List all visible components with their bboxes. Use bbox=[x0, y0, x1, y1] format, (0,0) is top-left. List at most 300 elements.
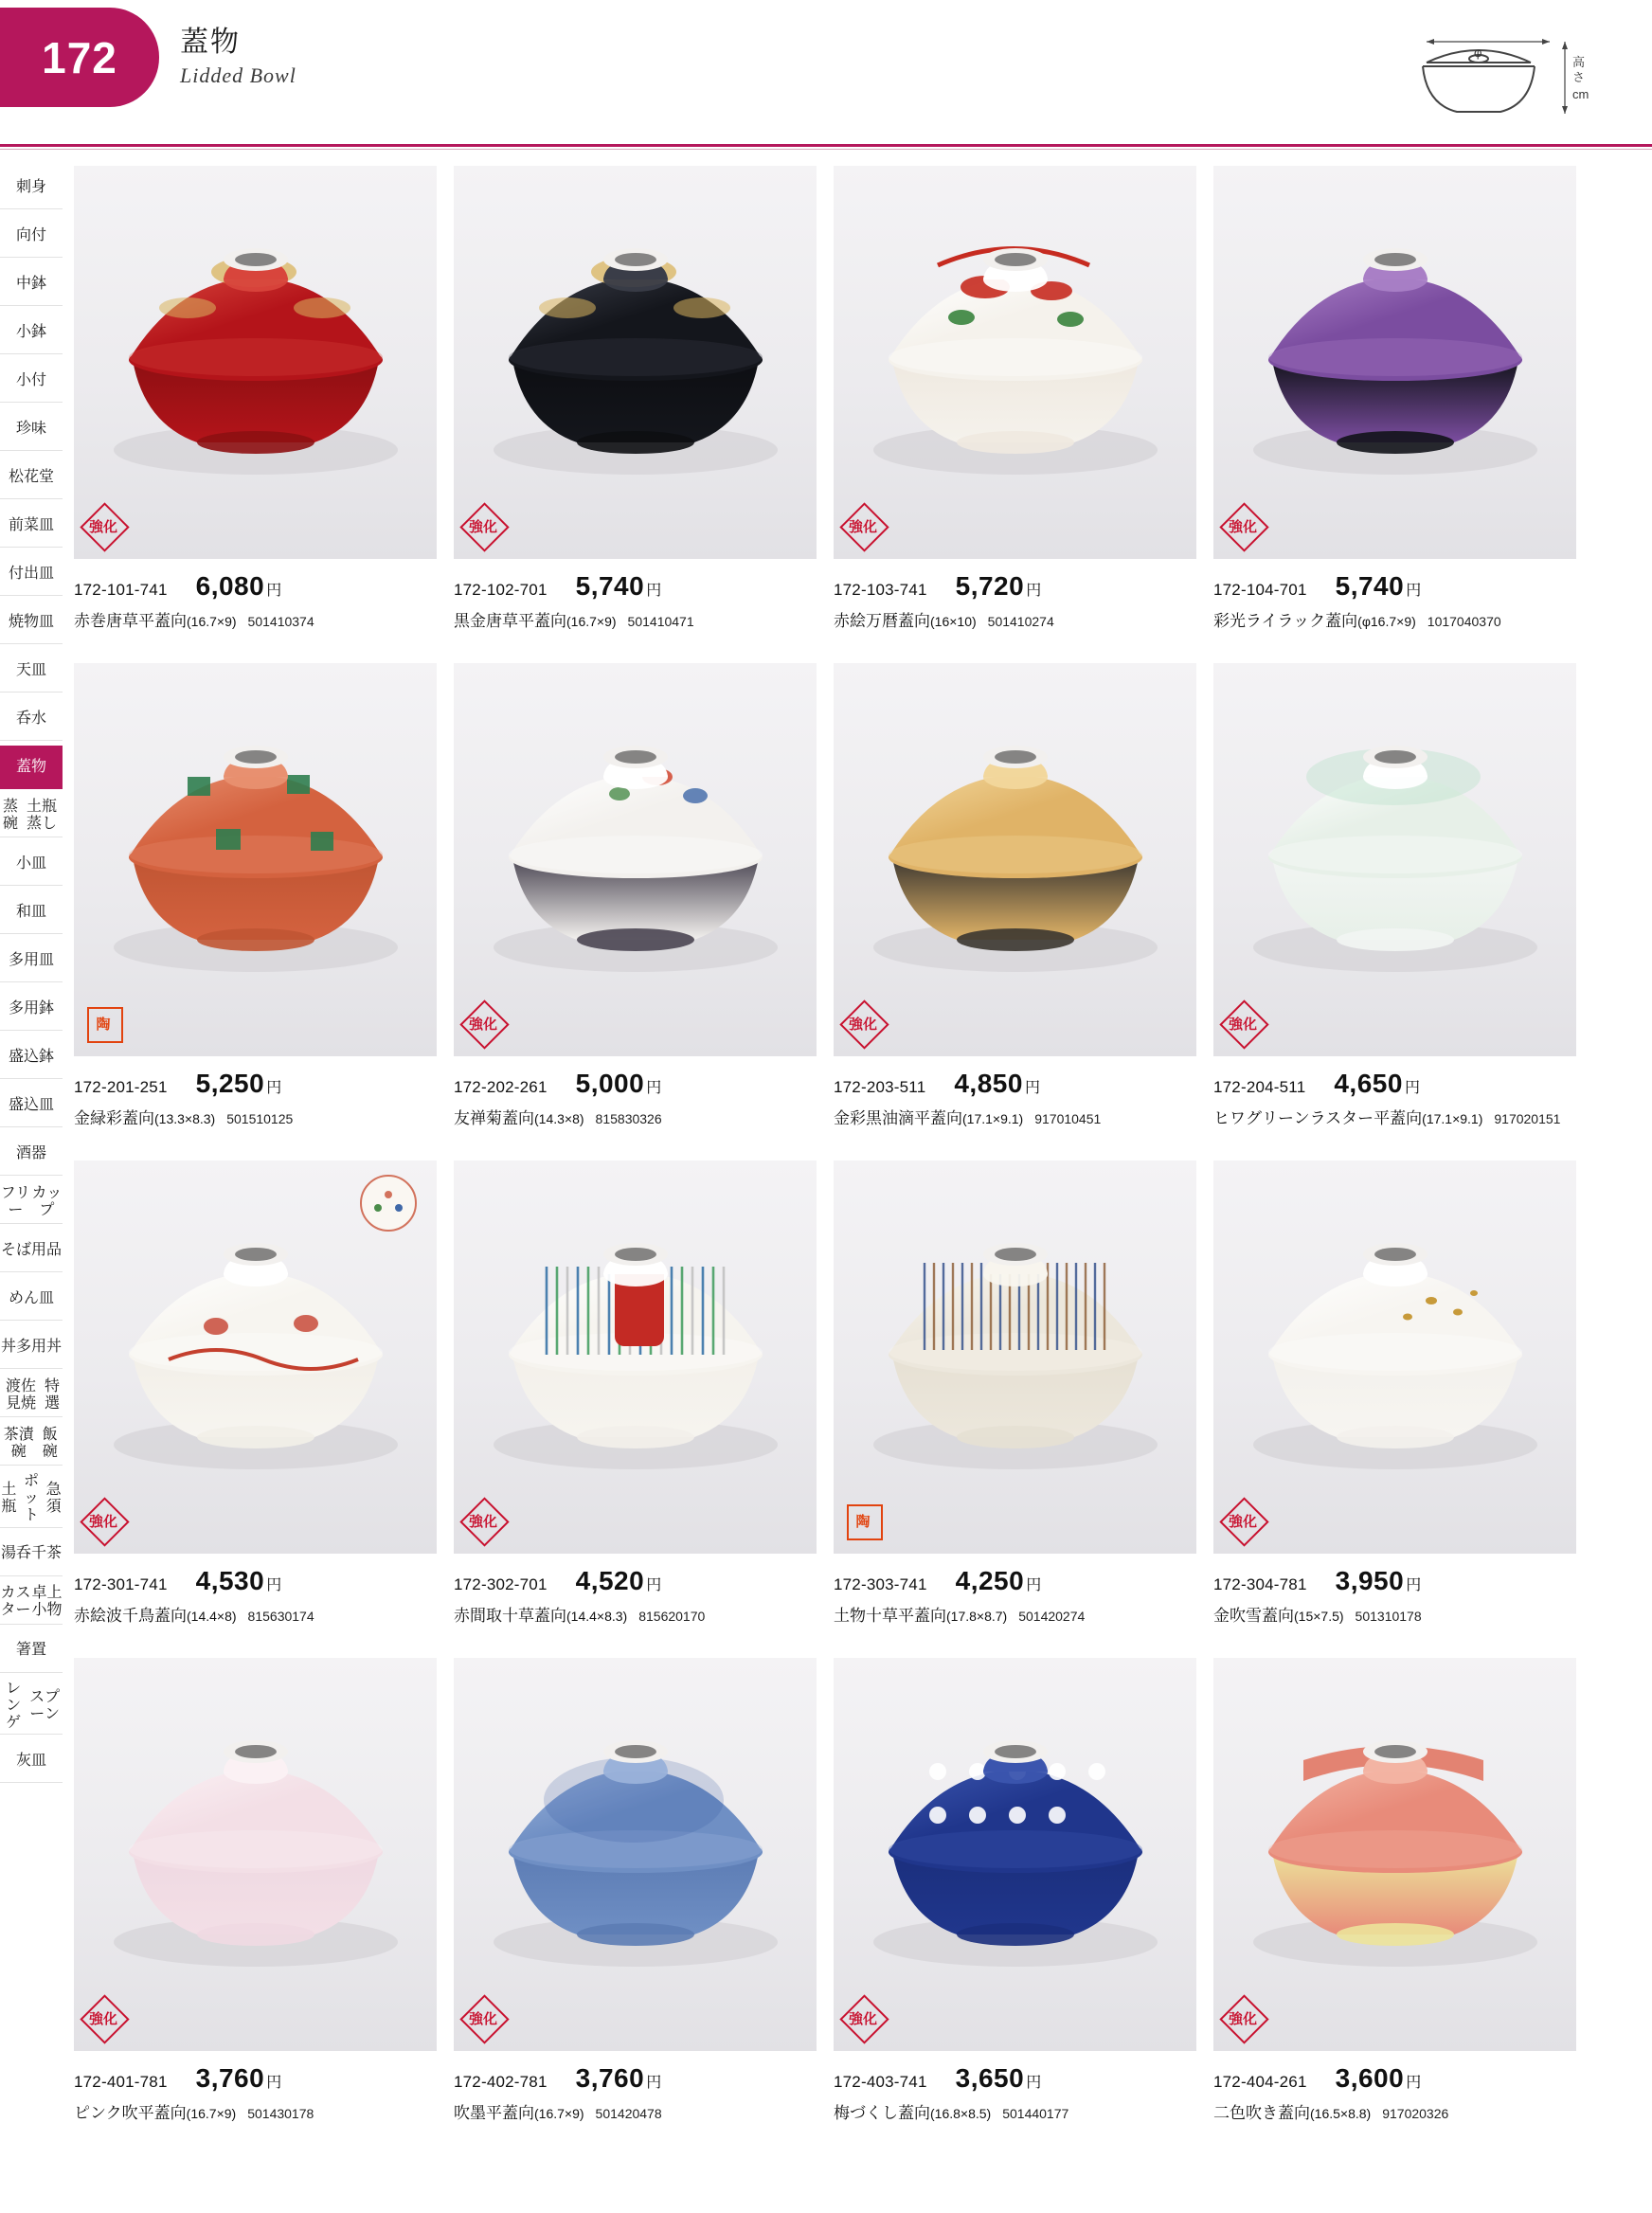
product-code: 172-204-511 bbox=[1213, 1078, 1306, 1096]
product-photo-svg bbox=[834, 663, 1196, 1056]
product-price-line bbox=[454, 571, 817, 602]
product-caption bbox=[74, 571, 437, 631]
product-description bbox=[1213, 2099, 1576, 2123]
sidebar-item-label: 飯碗 bbox=[42, 1426, 58, 1460]
sidebar-item-29[interactable] bbox=[0, 1581, 63, 1625]
product-name: 金彩黒油滴平蓋向 bbox=[834, 1109, 962, 1127]
sidebar-item-22[interactable] bbox=[0, 1229, 63, 1272]
product-description bbox=[454, 1602, 817, 1626]
header-divider bbox=[0, 144, 1652, 147]
product-name: 赤間取十草蓋向 bbox=[454, 1607, 566, 1625]
product-caption bbox=[1213, 2063, 1576, 2123]
sidebar-item-25[interactable] bbox=[0, 1374, 63, 1417]
product-jan-code: 917020151 bbox=[1494, 1111, 1561, 1126]
sidebar-item-24[interactable] bbox=[0, 1325, 63, 1369]
sidebar-item-label: レンゲ bbox=[6, 1680, 22, 1731]
product-price: 5,250 円 bbox=[195, 1069, 282, 1098]
material-badge bbox=[81, 1001, 125, 1045]
product-dimensions: (17.1×9.1) bbox=[1422, 1111, 1483, 1126]
product-description bbox=[74, 607, 437, 631]
product-name: 金吹雪蓋向 bbox=[1213, 1607, 1294, 1625]
material-badge-label: 強化 bbox=[1228, 1016, 1257, 1033]
product-image bbox=[454, 663, 817, 1056]
product-price: 3,600 円 bbox=[1335, 2063, 1422, 2093]
material-badge bbox=[1221, 1996, 1265, 2040]
sidebar-item-label: 焼物皿 bbox=[8, 613, 54, 630]
sidebar-item-11[interactable] bbox=[0, 697, 63, 741]
product-image bbox=[1213, 1658, 1576, 2051]
sidebar-item-label: 卓上小物 bbox=[31, 1585, 63, 1619]
sidebar-item-27[interactable] bbox=[0, 1470, 63, 1528]
material-badge bbox=[81, 1996, 125, 2040]
sidebar-item-label: 盛込鉢 bbox=[8, 1048, 54, 1065]
sidebar-item-label: 特選 bbox=[44, 1377, 60, 1412]
product-code: 172-203-511 bbox=[834, 1078, 926, 1096]
page-number: 172 bbox=[42, 32, 117, 82]
product-code: 172-402-781 bbox=[454, 2073, 548, 2091]
product-image bbox=[1213, 1160, 1576, 1554]
sidebar-item-28[interactable] bbox=[0, 1533, 63, 1576]
product-code: 172-303-741 bbox=[834, 1575, 927, 1593]
product-jan-code: 501410471 bbox=[627, 614, 694, 629]
currency-unit: 円 bbox=[266, 1577, 282, 1593]
sidebar-item-18[interactable] bbox=[0, 1035, 63, 1079]
material-badge-label: 強化 bbox=[468, 1513, 497, 1530]
product-name: 赤巻唐草平蓋向 bbox=[74, 612, 187, 630]
sidebar-item-label: 呑水 bbox=[15, 710, 46, 727]
product-price: 4,250 円 bbox=[955, 1566, 1042, 1595]
product-dimensions: (16.7×9) bbox=[534, 2106, 584, 2121]
product-price: 4,530 円 bbox=[195, 1566, 282, 1595]
material-badge bbox=[461, 1499, 505, 1542]
sidebar-item-16[interactable] bbox=[0, 939, 63, 982]
sidebar-item-label: 渡佐見焼 bbox=[5, 1377, 36, 1412]
product-card[interactable] bbox=[834, 663, 1196, 1160]
sidebar-item-7[interactable] bbox=[0, 504, 63, 548]
material-badge bbox=[1221, 1499, 1265, 1542]
product-name: 赤絵万暦蓋向 bbox=[834, 612, 930, 630]
product-card[interactable] bbox=[834, 1658, 1196, 2155]
sidebar-item-label: そば用品 bbox=[0, 1241, 62, 1258]
sidebar-item-label: 向付 bbox=[15, 226, 46, 243]
product-photo-svg bbox=[74, 166, 437, 559]
product-image bbox=[834, 166, 1196, 559]
product-photo-svg bbox=[454, 1658, 817, 2051]
page-title-jp: 蓋物 bbox=[180, 27, 241, 58]
product-code: 172-104-701 bbox=[1213, 581, 1307, 599]
product-photo-svg bbox=[74, 1658, 437, 2051]
material-badge-label: 強化 bbox=[88, 1513, 117, 1530]
sidebar-item-17[interactable] bbox=[0, 987, 63, 1031]
material-badge-label: 陶 bbox=[96, 1016, 111, 1033]
product-price: 4,520 円 bbox=[575, 1566, 662, 1595]
sidebar-item-label: 天皿 bbox=[15, 661, 46, 678]
product-name: ヒワグリーンラスター平蓋向 bbox=[1213, 1109, 1423, 1127]
product-price-line bbox=[74, 2063, 437, 2094]
product-dimensions: (14.4×8.3) bbox=[566, 1609, 628, 1624]
product-price-line bbox=[1213, 571, 1576, 602]
product-price: 6,080 円 bbox=[195, 571, 282, 601]
product-photo-svg bbox=[834, 166, 1196, 559]
product-name: 吹墨平蓋向 bbox=[454, 2104, 534, 2122]
product-card[interactable] bbox=[74, 1160, 437, 1658]
product-code: 172-201-251 bbox=[74, 1078, 168, 1096]
sidebar-item-3[interactable] bbox=[0, 311, 63, 354]
product-photo-svg bbox=[454, 1160, 817, 1554]
product-jan-code: 815620170 bbox=[638, 1609, 706, 1624]
product-image bbox=[74, 1658, 437, 2051]
sidebar-item-13[interactable] bbox=[0, 794, 63, 837]
sidebar-item-31[interactable] bbox=[0, 1678, 63, 1736]
product-dimensions: (16.7×9) bbox=[186, 2106, 237, 2121]
product-price: 4,850 円 bbox=[954, 1069, 1041, 1098]
product-card[interactable] bbox=[74, 166, 437, 663]
product-dimensions: (16.5×8.8) bbox=[1310, 2106, 1372, 2121]
material-badge-label: 強化 bbox=[848, 1016, 877, 1033]
sidebar-item-4[interactable] bbox=[0, 359, 63, 403]
product-dimensions: (16.7×9) bbox=[187, 614, 237, 629]
sidebar-item-label: 茶漬碗 bbox=[3, 1426, 34, 1460]
product-caption bbox=[1213, 1566, 1576, 1626]
material-badge-label: 強化 bbox=[88, 2010, 117, 2027]
product-code: 172-401-781 bbox=[74, 2073, 168, 2091]
sidebar-item-label: 箸置 bbox=[15, 1642, 46, 1659]
product-code: 172-302-701 bbox=[454, 1575, 548, 1593]
header-divider-thin bbox=[0, 149, 1652, 150]
sidebar-item-label: 中鉢 bbox=[15, 275, 46, 292]
sidebar-item-label: 多用鉢 bbox=[8, 999, 54, 1017]
product-card[interactable] bbox=[1213, 1658, 1576, 2155]
product-card[interactable] bbox=[454, 663, 817, 1160]
sidebar-item-6[interactable] bbox=[0, 456, 63, 499]
product-name: 黒金唐草平蓋向 bbox=[454, 612, 566, 630]
product-name: 梅づくし蓋向 bbox=[834, 2104, 930, 2122]
currency-unit: 円 bbox=[646, 2075, 662, 2091]
product-description bbox=[74, 1105, 437, 1128]
product-row bbox=[74, 1160, 1589, 1658]
product-image bbox=[454, 1160, 817, 1554]
currency-unit: 円 bbox=[266, 1080, 282, 1096]
product-description bbox=[454, 2099, 817, 2123]
product-jan-code: 815830326 bbox=[595, 1111, 662, 1126]
material-badge-label: 強化 bbox=[848, 518, 877, 535]
diameter-symbol: φ bbox=[1474, 45, 1482, 60]
sidebar-item-12[interactable] bbox=[0, 746, 63, 789]
currency-unit: 円 bbox=[1404, 1080, 1421, 1096]
sidebar-item-label: カスター bbox=[0, 1585, 31, 1619]
sidebar-item-label: 多用皿 bbox=[8, 951, 54, 968]
currency-unit: 円 bbox=[1026, 1577, 1042, 1593]
product-dimensions: (13.3×8.3) bbox=[154, 1111, 216, 1126]
product-image bbox=[74, 663, 437, 1056]
currency-unit: 円 bbox=[266, 583, 282, 599]
sidebar-item-label: 土瓶蒸し bbox=[26, 798, 57, 832]
product-dimensions: (14.4×8) bbox=[187, 1609, 237, 1624]
sidebar-item-32[interactable] bbox=[0, 1739, 63, 1783]
product-dimensions: (16.8×8.5) bbox=[930, 2106, 992, 2121]
sidebar-item-label: 小鉢 bbox=[15, 323, 46, 340]
height-label-2: さ bbox=[1572, 70, 1586, 84]
sidebar-item-15[interactable] bbox=[0, 891, 63, 934]
sidebar-item-9[interactable] bbox=[0, 601, 63, 644]
sidebar-item-label: 付出皿 bbox=[8, 565, 54, 582]
product-code: 172-301-741 bbox=[74, 1575, 168, 1593]
currency-unit: 円 bbox=[1026, 2075, 1042, 2091]
currency-unit: 円 bbox=[1024, 1080, 1041, 1096]
product-image bbox=[834, 1160, 1196, 1554]
product-card[interactable] bbox=[74, 1658, 437, 2155]
sidebar-item-14[interactable] bbox=[0, 842, 63, 886]
product-price-line bbox=[74, 1069, 437, 1099]
product-code: 172-403-741 bbox=[834, 2073, 927, 2091]
product-code: 172-404-261 bbox=[1213, 2073, 1307, 2091]
sidebar-item-label: 多用丼 bbox=[16, 1338, 63, 1355]
product-price-line bbox=[834, 1069, 1196, 1099]
product-photo-svg bbox=[454, 663, 817, 1056]
product-name: ピンク吹平蓋向 bbox=[74, 2104, 187, 2122]
product-dimensions: (17.8×8.7) bbox=[946, 1609, 1008, 1624]
product-name: 二色吹き蓋向 bbox=[1213, 2104, 1310, 2122]
product-dimensions: (17.1×9.1) bbox=[962, 1111, 1024, 1126]
product-caption bbox=[454, 571, 817, 631]
product-code: 172-103-741 bbox=[834, 581, 927, 599]
product-price: 4,650 円 bbox=[1334, 1069, 1421, 1098]
material-badge bbox=[1221, 504, 1265, 548]
product-description bbox=[834, 2099, 1196, 2123]
sidebar-item-1[interactable] bbox=[0, 214, 63, 258]
product-photo-svg bbox=[1213, 1160, 1576, 1554]
page-title-en: Lidded Bowl bbox=[180, 63, 296, 87]
product-price-line bbox=[74, 571, 437, 602]
product-caption bbox=[74, 2063, 437, 2123]
material-badge bbox=[1221, 1001, 1265, 1045]
material-badge-label: 強化 bbox=[1228, 1513, 1257, 1530]
product-photo-svg bbox=[454, 166, 817, 559]
product-jan-code: 501420274 bbox=[1018, 1609, 1086, 1624]
currency-unit: 円 bbox=[266, 2075, 282, 2091]
sidebar-item-label: 珍味 bbox=[15, 420, 46, 437]
product-price-line bbox=[834, 571, 1196, 602]
product-price-line bbox=[74, 1566, 437, 1596]
sidebar-item-label: 蒸碗 bbox=[2, 798, 18, 832]
material-badge-label: 強化 bbox=[848, 2010, 877, 2027]
sidebar-item-23[interactable] bbox=[0, 1277, 63, 1321]
product-dimensions: (φ16.7×9) bbox=[1357, 614, 1416, 629]
sidebar-item-label: 酒器 bbox=[15, 1144, 46, 1161]
material-badge bbox=[841, 504, 885, 548]
product-description bbox=[834, 1105, 1196, 1128]
product-card[interactable] bbox=[74, 663, 437, 1160]
currency-unit: 円 bbox=[646, 1080, 662, 1096]
product-image bbox=[454, 1658, 817, 2051]
product-card[interactable] bbox=[834, 166, 1196, 663]
product-price: 3,760 円 bbox=[195, 2063, 282, 2093]
sidebar-item-label: 盛込皿 bbox=[8, 1096, 54, 1113]
height-label: 高 bbox=[1572, 55, 1586, 69]
product-description bbox=[454, 607, 817, 631]
currency-unit: 円 bbox=[646, 583, 662, 599]
currency-unit: 円 bbox=[1026, 583, 1042, 599]
product-card[interactable] bbox=[834, 1160, 1196, 1658]
sidebar-item-label: 和皿 bbox=[15, 903, 46, 920]
page-number-tab bbox=[0, 8, 159, 107]
product-row bbox=[74, 166, 1589, 663]
product-card[interactable] bbox=[1213, 166, 1576, 663]
product-jan-code: 501440177 bbox=[1002, 2106, 1069, 2121]
product-price-line bbox=[454, 1069, 817, 1099]
product-code: 172-202-261 bbox=[454, 1078, 548, 1096]
product-row bbox=[74, 663, 1589, 1160]
product-name: 彩光ライラック蓋向 bbox=[1213, 612, 1358, 630]
sidebar-item-label: 千茶 bbox=[31, 1545, 63, 1562]
product-photo-svg bbox=[74, 663, 437, 1056]
product-dimensions: (16.7×9) bbox=[566, 614, 617, 629]
product-caption bbox=[834, 2063, 1196, 2123]
material-badge-label: 強化 bbox=[1228, 2010, 1257, 2027]
page-title bbox=[180, 27, 296, 88]
height-unit: cm bbox=[1572, 87, 1589, 101]
material-badge-label: 強化 bbox=[1228, 518, 1257, 535]
product-code: 172-304-781 bbox=[1213, 1575, 1307, 1593]
product-name: 赤絵波千鳥蓋向 bbox=[74, 1607, 187, 1625]
product-description bbox=[74, 2099, 437, 2123]
product-caption bbox=[454, 2063, 817, 2123]
sidebar-item-21[interactable] bbox=[0, 1180, 63, 1224]
product-jan-code: 501410374 bbox=[247, 614, 314, 629]
sidebar-item-label: ポット bbox=[23, 1473, 39, 1523]
product-image bbox=[74, 1160, 437, 1554]
material-badge bbox=[841, 1001, 885, 1045]
material-badge bbox=[461, 1996, 505, 2040]
product-card[interactable] bbox=[454, 166, 817, 663]
product-description bbox=[74, 1602, 437, 1626]
sidebar-item-26[interactable] bbox=[0, 1422, 63, 1466]
product-image bbox=[74, 166, 437, 559]
sidebar-item-2[interactable] bbox=[0, 262, 63, 306]
material-badge bbox=[461, 1001, 505, 1045]
sidebar-item-label: 急須 bbox=[45, 1481, 62, 1515]
product-photo-svg bbox=[834, 1658, 1196, 2051]
sidebar-item-label: 刺身 bbox=[15, 178, 46, 195]
product-image bbox=[1213, 663, 1576, 1056]
product-price: 3,650 円 bbox=[955, 2063, 1042, 2093]
product-caption bbox=[834, 571, 1196, 631]
product-price-line bbox=[834, 1566, 1196, 1596]
product-jan-code: 501410274 bbox=[987, 614, 1054, 629]
sidebar-item-label: 湯呑 bbox=[0, 1545, 31, 1562]
product-caption bbox=[74, 1069, 437, 1128]
product-jan-code: 501310178 bbox=[1355, 1609, 1422, 1624]
sidebar-item-label: 蓋物 bbox=[15, 758, 46, 775]
product-description bbox=[454, 1105, 817, 1128]
material-badge bbox=[841, 1499, 885, 1542]
material-badge-label: 強化 bbox=[468, 1016, 497, 1033]
sidebar-item-8[interactable] bbox=[0, 552, 63, 596]
currency-unit: 円 bbox=[646, 1577, 662, 1593]
product-price-line bbox=[1213, 1566, 1576, 1596]
product-jan-code: 501420478 bbox=[595, 2106, 662, 2121]
currency-unit: 円 bbox=[1406, 2075, 1422, 2091]
product-dimensions: (16×10) bbox=[930, 614, 977, 629]
sidebar-item-0[interactable] bbox=[0, 166, 63, 209]
product-card[interactable] bbox=[454, 1160, 817, 1658]
sidebar-item-20[interactable] bbox=[0, 1132, 63, 1176]
page-header bbox=[0, 0, 1652, 147]
product-price: 3,760 円 bbox=[575, 2063, 662, 2093]
product-card[interactable] bbox=[1213, 1160, 1576, 1658]
sidebar-item-5[interactable] bbox=[0, 407, 63, 451]
sidebar-item-label: 灰皿 bbox=[15, 1752, 46, 1769]
sidebar-item-label: 土瓶 bbox=[1, 1481, 17, 1515]
material-badge-label: 強化 bbox=[468, 2010, 497, 2027]
material-badge-label: 陶 bbox=[855, 1513, 871, 1530]
product-jan-code: 501430178 bbox=[247, 2106, 314, 2121]
measurement-diagram bbox=[1398, 21, 1597, 125]
product-price: 5,720 円 bbox=[955, 571, 1042, 601]
product-dimensions: (14.3×8) bbox=[534, 1111, 584, 1126]
product-price: 5,000 円 bbox=[575, 1069, 662, 1098]
product-code: 172-101-741 bbox=[74, 581, 168, 599]
product-description bbox=[834, 607, 1196, 631]
product-description bbox=[1213, 1105, 1576, 1128]
product-jan-code: 815630174 bbox=[247, 1609, 314, 1624]
product-description bbox=[1213, 1602, 1576, 1626]
decorative-stamp bbox=[359, 1174, 418, 1232]
product-jan-code: 917020326 bbox=[1382, 2106, 1449, 2121]
sidebar-item-label: 松花堂 bbox=[8, 468, 54, 485]
material-badge-label: 強化 bbox=[88, 518, 117, 535]
category-sidebar[interactable] bbox=[0, 166, 64, 1788]
product-image bbox=[834, 1658, 1196, 2051]
product-price-line bbox=[454, 2063, 817, 2094]
material-badge bbox=[81, 504, 125, 548]
product-caption bbox=[834, 1566, 1196, 1626]
product-caption bbox=[1213, 571, 1576, 631]
product-price-line bbox=[1213, 1069, 1576, 1099]
currency-unit: 円 bbox=[1406, 583, 1422, 599]
product-name: 金緑彩蓋向 bbox=[74, 1109, 154, 1127]
sidebar-item-label: 小付 bbox=[15, 371, 46, 388]
product-photo-svg bbox=[1213, 663, 1576, 1056]
product-description bbox=[1213, 607, 1576, 631]
product-caption bbox=[454, 1069, 817, 1128]
product-caption bbox=[1213, 1069, 1576, 1128]
sidebar-item-label: 小皿 bbox=[15, 855, 46, 872]
product-price: 5,740 円 bbox=[1335, 571, 1422, 601]
product-price: 5,740 円 bbox=[575, 571, 662, 601]
product-price-line bbox=[834, 2063, 1196, 2094]
product-caption bbox=[834, 1069, 1196, 1128]
product-image bbox=[834, 663, 1196, 1056]
product-card[interactable] bbox=[1213, 663, 1576, 1160]
sidebar-item-30[interactable] bbox=[0, 1629, 63, 1673]
material-badge bbox=[461, 504, 505, 548]
product-caption bbox=[454, 1566, 817, 1626]
product-grid bbox=[74, 166, 1589, 2155]
product-jan-code: 501510125 bbox=[226, 1111, 294, 1126]
product-image bbox=[454, 166, 817, 559]
material-badge bbox=[81, 1499, 125, 1542]
product-card[interactable] bbox=[454, 1658, 817, 2155]
product-jan-code: 917010451 bbox=[1034, 1111, 1102, 1126]
product-price-line bbox=[1213, 2063, 1576, 2094]
sidebar-item-label: 前菜皿 bbox=[8, 516, 54, 533]
product-code: 172-102-701 bbox=[454, 581, 548, 599]
sidebar-item-19[interactable] bbox=[0, 1084, 63, 1127]
product-photo-svg bbox=[834, 1160, 1196, 1554]
sidebar-item-label: めん皿 bbox=[8, 1289, 54, 1306]
sidebar-item-10[interactable] bbox=[0, 649, 63, 693]
